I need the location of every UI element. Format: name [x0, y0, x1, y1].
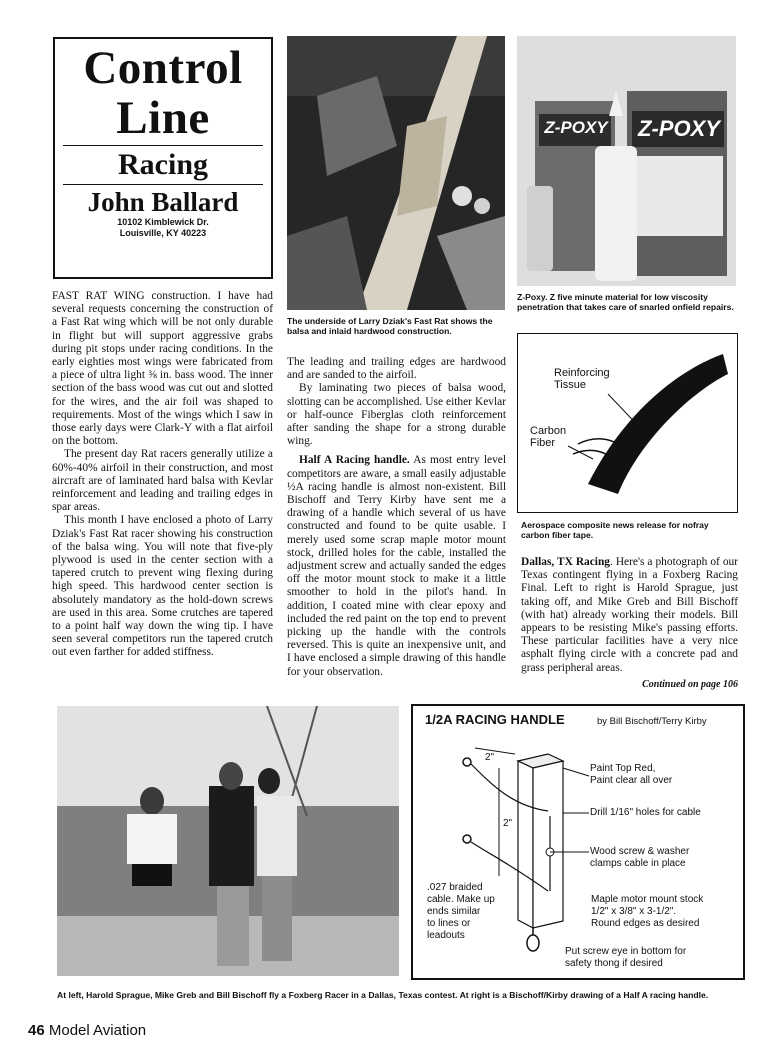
dimension-top: 2" [485, 752, 495, 763]
reinforcing-tissue-label: Reinforcing Tissue [554, 367, 610, 391]
footer [28, 1022, 146, 1039]
author-address-line2: Louisville, KY 40223 [119, 228, 207, 238]
column-title-box [53, 37, 273, 279]
carbon-fiber-caption: Aerospace composite news release for nofray carbon fiber tape. [521, 520, 709, 540]
title-control: Control [83, 42, 243, 94]
half-a-lead: Half A Racing handle. [299, 454, 410, 467]
eye-label-1: Put screw eye in bottom for [565, 946, 687, 957]
continued-note: Continued on page 106 [642, 678, 738, 690]
diagram-byline: by Bill Bischoff/Terry Kirby [597, 716, 707, 727]
wing-photo [287, 36, 505, 310]
paragraph: The leading and trailing edges are hardwood and are sanded to the airfoil. [287, 356, 506, 382]
stock-label-1: Maple motor mount stock [591, 894, 704, 905]
cable-label-5: leadouts [427, 930, 465, 941]
cable-label-4: to lines or [427, 918, 471, 929]
magazine-name: Model Aviation [48, 1022, 147, 1039]
author-name: John Ballard [87, 187, 239, 217]
zpoxy-photo-image [517, 36, 736, 286]
wing-photo-image [287, 36, 505, 310]
eye-label-2: safety thong if desired [565, 958, 663, 969]
column1-text [52, 290, 273, 660]
zpoxy-caption: Z-Poxy. Z five minute material for low viscosity penetration that takes care of snarled onfield repairs. [517, 292, 734, 312]
dallas-lead: Dallas, TX Racing [521, 556, 610, 568]
dallas-paragraph [521, 556, 738, 675]
paragraph: The present day Rat racers generally utilize a 60%-40% airfoil in their construction, and most aircraft are of laminated hard balsa with Kevlar reinforcement and leading and trailing edges in spar areas. [52, 448, 273, 514]
dimension-middle: 2" [503, 818, 513, 829]
stock-label-3: Round edges as desired [591, 918, 700, 929]
title-divider [63, 145, 263, 146]
zpoxy-box-label-1: Z-POXY [544, 118, 608, 137]
paragraph: This month I have enclosed a photo of Larry Dziak's Fast Rat racer showing his construction of the balsa wing. You will note that five-ply plywood is used in the center section with a tapered crutch to prevent wing flexing during high speed. This hardwood center section is absolutely mandatory as the hold-down screws are used in this area. Some crutches are tapered to a point half way down the wing tip. I have seen several competitors run the tapered crutch out even farther for added stiffness. [52, 514, 273, 659]
title-divider-2 [63, 184, 263, 185]
racers-photo [57, 706, 399, 976]
screw-label-2: clamps cable in place [590, 858, 686, 869]
paragraph: By laminating two pieces of balsa wood, slotting can be accomplished. Use either Kevlar or half-ounce Fiberglas cloth reinforcement after sanding the shape for a strong durable wing. [287, 382, 506, 448]
diagram-title: 1/2A RACING HANDLE [425, 712, 565, 727]
half-a-paragraph [287, 454, 506, 678]
column2-text [287, 356, 506, 679]
cable-label-1: .027 braided [427, 882, 483, 893]
paint-label-2: Paint clear all over [590, 775, 673, 786]
racing-handle-diagram [411, 704, 745, 980]
author-address-line1: 10102 Kimblewick Dr. [117, 217, 209, 227]
subtitle-racing: Racing [118, 148, 208, 181]
bottom-caption: At left, Harold Sprague, Mike Greb and Bill Bischoff fly a Foxberg Racer in a Dallas, Texas contest. At right is a Bischoff/Kirby drawing of a Half A racing handle. [57, 990, 709, 1000]
cable-label-2: cable. Make up [427, 894, 495, 905]
paint-label-1: Paint Top Red, [590, 763, 656, 774]
drill-label: Drill 1/16" holes for cable [590, 807, 701, 818]
wing-photo-caption: The underside of Larry Dziak's Fast Rat shows the balsa and inlaid hardwood construction. [287, 316, 493, 336]
title-line: Line [116, 92, 210, 144]
cable-label-3: ends similar [427, 906, 481, 917]
paragraph: FAST RAT WING construction. I have had several requests concerning the construction of a Fast Rat wing which will be not only durable in flight but will support aggressive grabs during pit stops under racing conditions. In the early eighties most wings were fabricated from a piece of ultra light ⅜ in. bass wood. The inner section of the bass wood was cut out and slotted for the wires, and the air foil was shaped to requirements. Most of the wings which I saw in those early days were Clark-Y with a flat airfoil on the bottom. [52, 290, 273, 448]
carbon-fiber-drawing [518, 334, 737, 512]
racers-photo-image [57, 706, 399, 976]
zpoxy-photo [517, 36, 736, 286]
dallas-body: . Here's a photograph of our Texas contingent flying in a Foxberg Racing Final. Left to right is Harold Sprague, just taking off, and Mike Greb and Bill Bischoff (with hat) already working their models. Bill appears to be resisting Mike's passing efforts. These particular facilities have a very nice asphalt flying circle with a concrete pad and grass peripheral areas. [521, 556, 739, 674]
column3-text [521, 556, 738, 690]
screw-label-1: Wood screw & washer [590, 846, 690, 857]
carbon-fiber-figure [517, 333, 738, 513]
page-number: 46 [28, 1022, 45, 1039]
half-a-body: As most entry level competitors are aware, a small easily adjustable ½A racing handle is almost non-existent. Bill Bischoff and Terry Kirby have sent me a drawing of a handle which several of us have constructed and found to be quite usable. I merely used some scrap maple motor mount stock, drilled holes for the cable, installed the adjustment screw and actually sanded the edges off the motor mount stock to make it a little smoother to hold in the pilot's hand. In addition, I coated mine with clear epoxy and included the red paint on the top end to prevent picking up the handle with the controls reversed. This is quite an inexpensive unit, and I have enclosed a simple drawing of this handle for your observation. [287, 454, 506, 678]
stock-label-2: 1/2" x 3/8" x 3-1/2". [591, 906, 677, 917]
zpoxy-box-label-2: Z-POXY [638, 116, 720, 141]
carbon-fiber-label: Carbon Fiber [530, 425, 567, 449]
